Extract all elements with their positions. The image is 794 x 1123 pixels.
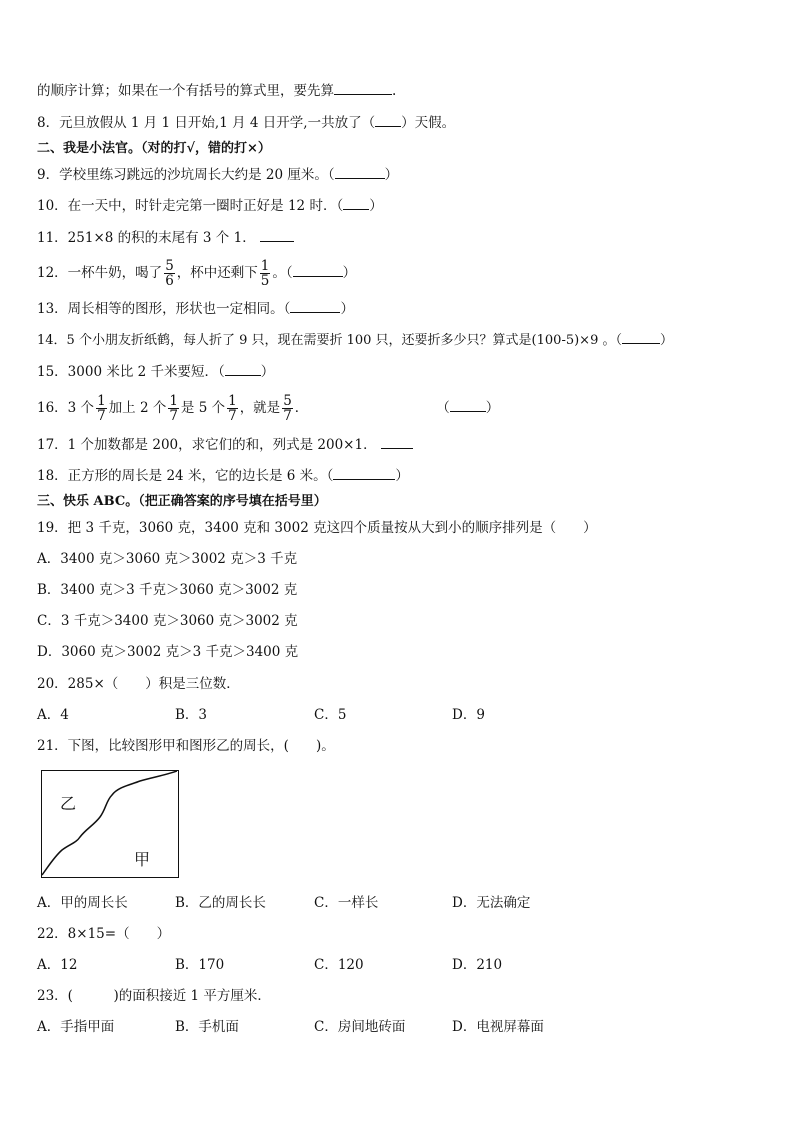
question-23: 23．( )的面积接近 1 平方厘米． bbox=[37, 988, 271, 1004]
q20-option-a[interactable]: A．4 bbox=[37, 707, 69, 723]
q19-option-c[interactable]: C．3 千克＞3400 克＞3060 克＞3002 克 bbox=[37, 613, 298, 629]
question-19: 19．把 3 千克，3060 克，3400 克和 3002 克这四个质量按从大到小的顺序排列是（ ） bbox=[37, 520, 597, 536]
answer-blank[interactable] bbox=[225, 363, 261, 376]
answer-blank[interactable] bbox=[343, 197, 369, 210]
answer-blank[interactable] bbox=[381, 436, 413, 449]
answer-blank[interactable] bbox=[622, 331, 660, 344]
q23-option-a[interactable]: A．手指甲面 bbox=[37, 1019, 115, 1035]
answer-blank[interactable] bbox=[334, 82, 392, 95]
q23-option-d[interactable]: D．电视屏幕面 bbox=[452, 1019, 544, 1035]
q21-option-c[interactable]: C．一样长 bbox=[314, 895, 379, 911]
question-17: 17．1 个加数都是 200，求它们的和，列式是 200×1． bbox=[37, 436, 413, 454]
question-9: 9．学校里练习跳远的沙坑周长大约是 20 厘米。（ ） bbox=[37, 167, 399, 183]
q22-option-a[interactable]: A．12 bbox=[37, 957, 78, 973]
dividing-curve bbox=[42, 771, 177, 876]
q20-option-c[interactable]: C．5 bbox=[314, 707, 347, 723]
q19-option-a[interactable]: A．3400 克＞3060 克＞3002 克＞3 千克 bbox=[37, 551, 298, 567]
answer-blank[interactable] bbox=[375, 114, 401, 127]
fraction-one-seventh: $\frac{1}{7}$ bbox=[169, 393, 178, 424]
answer-blank[interactable] bbox=[333, 467, 395, 480]
q19-option-b[interactable]: B．3400 克＞3 千克＞3060 克＞3002 克 bbox=[37, 582, 298, 598]
q23-option-b[interactable]: B．手机面 bbox=[175, 1019, 239, 1035]
figure-label-jia: 甲 bbox=[134, 850, 151, 869]
figure-label-yi: 乙 bbox=[60, 794, 77, 813]
q22-option-d[interactable]: D．210 bbox=[452, 957, 503, 973]
fraction-five-sevenths: $\frac{5}{7}$ bbox=[283, 393, 292, 424]
section-2-heading: 二、我是小法官。（对的打√，错的打×） bbox=[37, 141, 271, 156]
question-14: 14．5 个小朋友折纸鹤，每人折了 9 只，现在需要折 100 只，还要折多少只？算式是(100-5)×9 。（ ） bbox=[37, 333, 673, 348]
question-12: 12．一杯牛奶，喝了 $\frac{5}{6}$ ，杯中还剩下 $\frac{1}{5}$ 。（ ） bbox=[37, 258, 357, 289]
fraction-one-seventh: $\frac{1}{7}$ bbox=[97, 393, 106, 424]
q22-option-b[interactable]: B．170 bbox=[175, 957, 225, 973]
question-15: 15．3000 米比 2 千米要短．（ ） bbox=[37, 364, 275, 380]
q21-option-b[interactable]: B．乙的周长长 bbox=[175, 895, 266, 911]
question-22: 22．8×15=（ ） bbox=[37, 926, 171, 942]
question-16: 16．3 个 $\frac{1}{7}$ 加上 2 个 $\frac{1}{7}$ 是 5 个 $\frac{1}{7}$ ，就是 $\frac{5}{7}$ ． （ ） bbox=[37, 393, 500, 424]
question-7-tail: 的顺序计算；如果在一个有括号的算式里，要先算 . bbox=[37, 83, 397, 99]
q21-option-d[interactable]: D．无法确定 bbox=[452, 895, 531, 911]
question-11: 11．251×8 的积的末尾有 3 个 1． bbox=[37, 229, 294, 247]
answer-blank[interactable] bbox=[260, 229, 294, 242]
fraction-one-seventh: $\frac{1}{7}$ bbox=[228, 393, 237, 424]
answer-blank[interactable] bbox=[290, 300, 340, 313]
perimeter-figure bbox=[41, 770, 179, 878]
question-13: 13．周长相等的图形，形状也一定相同。（ ） bbox=[37, 301, 354, 317]
q22-option-c[interactable]: C．120 bbox=[314, 957, 364, 973]
q20-option-b[interactable]: B．3 bbox=[175, 707, 208, 723]
question-8: 8．元旦放假从 1 月 1 日开始,1 月 4 日开学,一共放了（ ）天假。 bbox=[37, 115, 456, 131]
q20-option-d[interactable]: D．9 bbox=[452, 707, 485, 723]
answer-blank[interactable] bbox=[450, 399, 486, 412]
question-21: 21．下图，比较图形甲和图形乙的周长，( )。 bbox=[37, 738, 335, 754]
q19-option-d[interactable]: D．3060 克＞3002 克＞3 千克＞3400 克 bbox=[37, 644, 299, 660]
section-3-heading: 三、快乐 ABC。（把正确答案的序号填在括号里） bbox=[37, 494, 327, 509]
answer-blank[interactable] bbox=[335, 166, 385, 179]
fraction-five-sixths: $\frac{5}{6}$ bbox=[165, 258, 174, 289]
question-10: 10．在一天中，时针走完第一圈时正好是 12 时．（ ） bbox=[37, 198, 383, 214]
q23-option-c[interactable]: C．房间地砖面 bbox=[314, 1019, 406, 1035]
question-20: 20．285×（ ）积是三位数． bbox=[37, 676, 240, 692]
fraction-one-fifth: $\frac{1}{5}$ bbox=[260, 258, 270, 289]
answer-blank[interactable] bbox=[293, 264, 343, 277]
question-18: 18．正方形的周长是 24 米，它的边长是 6 米。（ ） bbox=[37, 468, 409, 484]
q21-option-a[interactable]: A．甲的周长长 bbox=[37, 895, 128, 911]
